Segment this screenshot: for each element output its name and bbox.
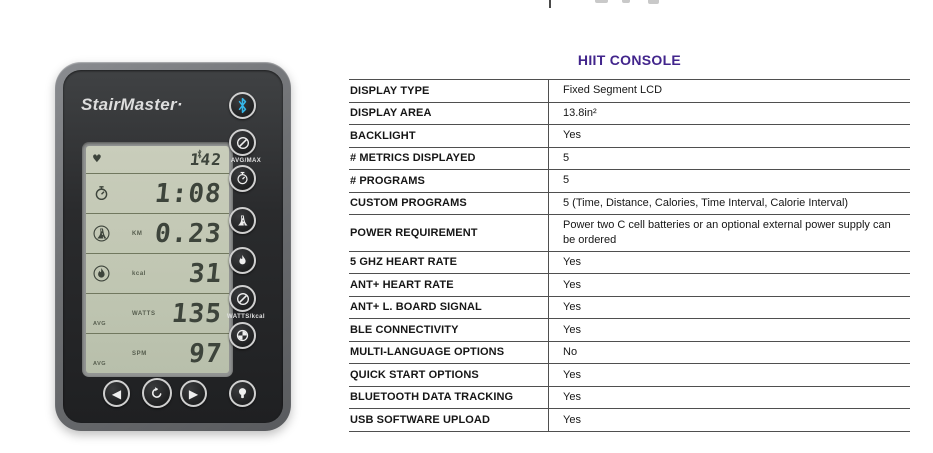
- calories-button: [229, 247, 256, 274]
- table-row: [349, 319, 910, 342]
- table-row: [349, 193, 910, 216]
- spec-label: DISPLAY AREA: [350, 107, 432, 120]
- spec-value: 5: [548, 170, 910, 192]
- lcd-row-watts: [86, 294, 229, 334]
- table-row: [349, 125, 910, 148]
- watts-kcal-button: [229, 285, 256, 312]
- spec-label: ANT+ HEART RATE: [350, 278, 454, 291]
- table-row: [349, 387, 910, 410]
- spec-value: Power two C cell batteries or an optional external power supply can be ordered: [548, 215, 910, 251]
- spec-label: CUSTOM PROGRAMS: [350, 197, 467, 210]
- spec-value: Yes: [548, 252, 910, 274]
- spec-value: Yes: [548, 387, 910, 409]
- time-value: 1:08: [153, 178, 224, 209]
- table-row: [349, 170, 910, 193]
- reset-arrow-icon: [149, 385, 165, 401]
- table-row: [349, 80, 910, 103]
- spec-value: 5 (Time, Distance, Calories, Time Interval, Calorie Interval): [548, 193, 910, 215]
- next-button: [180, 380, 207, 407]
- watts-value: 135: [170, 298, 224, 329]
- spec-label: DISPLAY TYPE: [350, 84, 430, 97]
- spec-value: No: [548, 342, 910, 364]
- spec-label: 5 GHZ HEART RATE: [350, 256, 458, 269]
- spec-value: Yes: [548, 409, 910, 431]
- road-button-icon: [235, 213, 250, 228]
- lcd-row-heart-rate: [86, 146, 229, 174]
- lcd-bezel: [82, 142, 233, 377]
- brand-logo: StairMaster·: [81, 95, 183, 114]
- table-row: [349, 274, 910, 297]
- table-row: [349, 342, 910, 365]
- spec-value: 5: [548, 148, 910, 170]
- lcd-row-time: [86, 174, 229, 214]
- lcd-row-spm: [86, 334, 229, 373]
- table-row: [349, 103, 910, 126]
- spec-label: BACKLIGHT: [350, 129, 416, 142]
- heart-icon: ♥: [93, 152, 101, 167]
- reset-button: [142, 378, 172, 408]
- spec-value: Yes: [548, 319, 910, 341]
- table-row: [349, 364, 910, 387]
- table-row: [349, 409, 910, 432]
- spec-label: # METRICS DISPLAYED: [350, 152, 476, 165]
- watts-kcal-button-label: WATTS/kcal: [227, 314, 265, 320]
- lcd-row-calories: [86, 254, 229, 294]
- spec-value: Yes: [548, 297, 910, 319]
- spec-label: BLUETOOTH DATA TRACKING: [350, 391, 514, 404]
- table-row: [349, 215, 910, 252]
- avg-max-button: [229, 129, 256, 156]
- clipped-text-fragment: [648, 0, 659, 4]
- flame-button-icon: [235, 253, 250, 268]
- stopwatch-icon: [93, 185, 110, 202]
- spec-value: Yes: [548, 274, 910, 296]
- table-row: [349, 148, 910, 171]
- spec-label: QUICK START OPTIONS: [350, 368, 479, 381]
- heart-rate-value: 142: [189, 150, 223, 169]
- table-row: [349, 297, 910, 320]
- console-product-image: [55, 62, 291, 431]
- clipped-text-fragment: [595, 0, 608, 3]
- table-title: HIIT CONSOLE: [577, 52, 682, 68]
- previous-button: [103, 380, 130, 407]
- spec-table: [349, 79, 910, 432]
- avg-max-button-label: AVG/MAX: [230, 158, 262, 164]
- watts-unit-label: WATTS: [132, 310, 156, 317]
- spm-value: 97: [187, 338, 224, 369]
- distance-button: [229, 207, 256, 234]
- distance-value: 0.23: [153, 218, 224, 249]
- bluetooth-button: [229, 92, 256, 119]
- table-row: [349, 252, 910, 275]
- calories-value: 31: [187, 258, 224, 289]
- spec-label: MULTI-LANGUAGE OPTIONS: [350, 346, 505, 359]
- spec-label: USB SOFTWARE UPLOAD: [350, 413, 491, 426]
- spec-value: Yes: [548, 125, 910, 147]
- backlight-button: [229, 380, 256, 407]
- bulb-icon: [236, 386, 249, 401]
- clipped-text-fragment: [622, 0, 630, 3]
- watts-avg-label: AVG: [93, 321, 107, 327]
- avg-max-icon: [235, 135, 251, 151]
- spm-avg-label: AVG: [93, 361, 107, 367]
- flame-icon: [93, 265, 110, 282]
- road-icon: [93, 225, 110, 242]
- left-arrow-icon: ◀: [111, 386, 122, 401]
- stopwatch-button-icon: [235, 171, 250, 186]
- spec-label: # PROGRAMS: [350, 174, 425, 187]
- spec-value: 13.8in²: [548, 103, 910, 125]
- lcd-display: [86, 146, 229, 373]
- lcd-row-distance: [86, 214, 229, 254]
- clock-pie-icon: [235, 328, 250, 343]
- spec-value: Fixed Segment LCD: [548, 80, 910, 102]
- spec-label: ANT+ L. BOARD SIGNAL: [350, 301, 482, 314]
- clock-button: [229, 322, 256, 349]
- distance-unit-label: KM: [132, 230, 143, 237]
- spec-value: Yes: [548, 364, 910, 386]
- right-arrow-icon: ▶: [188, 386, 199, 401]
- time-button: [229, 165, 256, 192]
- bluetooth-icon: [236, 97, 249, 114]
- spm-unit-label: SPM: [132, 350, 147, 357]
- bluetooth-indicator-icon: [196, 149, 203, 159]
- clipped-table-divider: [549, 0, 551, 8]
- spec-label: BLE CONNECTIVITY: [350, 323, 459, 336]
- calories-unit-label: kcal: [132, 270, 147, 277]
- watts-kcal-icon: [235, 291, 251, 307]
- spec-label: POWER REQUIREMENT: [350, 226, 478, 239]
